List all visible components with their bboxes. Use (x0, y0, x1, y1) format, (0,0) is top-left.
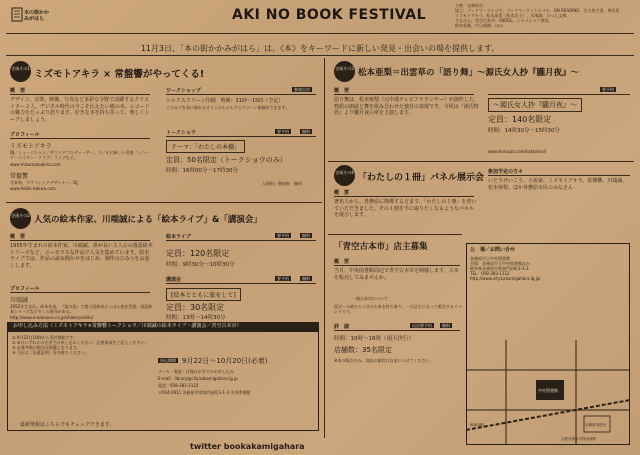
access-map (466, 340, 630, 445)
section1-overview-label: 概 要 (10, 88, 26, 94)
lecture-theme-box: [絵本とともに旅をして] (166, 288, 241, 301)
section1-profile-label: プロフィール (10, 132, 40, 138)
section2-divider (6, 202, 322, 203)
talk-theme-box: テーマ：「わたしの本棚」 (166, 140, 245, 153)
access-tel: TEL：058-383-1122 (470, 271, 510, 276)
underline (10, 94, 150, 95)
apply-email[interactable]: E-mail：library@city.kakamigahara.lg.jp (158, 376, 238, 381)
access-address: 岐阜県各務原市那加門前町3-1-3 (470, 266, 529, 271)
section3-overview: 語り舞は、松本亜梨（元中部テレビアナウンサー）が創作した、物語の朗読と舞を組み合わせた独自の表現です。今回は『源氏物語』より朧月夜の章を上演します。 (334, 97, 479, 116)
talk-tag-reserve: 要予約 (277, 129, 289, 134)
profile2-url[interactable]: www.hibiki-tokiwa.com (10, 186, 56, 191)
profile2-text: 写真家、グラフィックデザイナー。DJ。 (10, 180, 82, 185)
section3-overview-label: 概 要 (334, 88, 350, 94)
talk-label: トークショウ (166, 130, 196, 136)
logo (10, 5, 50, 27)
organizer-list: 主催：各務原市 協力：ブックマークナゴヤ、ブックマーケットナゴヤ、ON READING、名古屋古書、増田屋 ミズモトアキラ、松本亜梨（松本店主）、川端誠、ひつじ文庫、 さなみち、青空古本市、AKOOL、シャリシャリ書房、 岐阜新聞、中日新聞、ほか (455, 3, 620, 28)
talk-time: 時間：16時00分～17時30分 (166, 168, 238, 174)
apply-tel: 電話：058-383-1122 (158, 383, 199, 388)
section2-overview: 1955年生まれの絵本作家、川端誠。鼻が長い主人公の落語絵本シリーズなど、ユーモラスな作品で人気を集めています。絵本ライブでは、作品の読み聞かせをはじめ、制作のひみつをお話しします。 (10, 243, 153, 269)
workshop-tag: 参加自由 (294, 87, 310, 92)
lead-text: 11月3日、「本の街かかみがはら」は、《本》をキーワードに新しい発見・出会いの場を提供します。 (140, 44, 500, 53)
apply-address: 〒504-0911 各務原市那加門前町3-1-3 中央図書館 (158, 390, 251, 395)
section4-overview-label: 概 要 (334, 190, 350, 196)
section2-overview-label: 概 要 (10, 234, 26, 240)
lecture-tag-reserve: 要予約 (277, 276, 289, 281)
section5-overview: 当日、中央図書館周辺で青空古本市を開催します。古本を販売してみませんか。 (334, 268, 459, 281)
apply-step: ① 9月22日10時から受付開始です。 (12, 335, 78, 340)
section5-overview-label: 概 要 (334, 259, 350, 265)
section4-participants-label: 参加予定の方々 (488, 169, 524, 175)
column-divider (324, 58, 325, 438)
underline (166, 94, 316, 95)
profile2-name: 常盤響 (10, 173, 29, 180)
section3-capacity: 定員：140名限定 (488, 115, 552, 124)
section2-title: 人気の絵本作家、川端誠による「絵本ライブ」&「講演会」 (34, 215, 262, 225)
section4-badge: 企画その4 (334, 165, 355, 186)
lecture-label: 講演会 (166, 277, 182, 283)
header-divider (6, 33, 634, 34)
access-title: 公 場／お問い合せ (470, 247, 516, 253)
section2-profile-text: 1952年生まれ。絵本作家。『鳥の島』で第５回絵本にっぽん賞を受賞。落語絵本シリーズなど多くの著作がある。 (10, 304, 153, 314)
apply-period: 9月22日～10月20日(必着) (182, 357, 268, 365)
live-time: 時間：9時30分～10時30分 (166, 262, 235, 268)
festival-title: AKI NO BOOK FESTIVAL (232, 7, 427, 23)
header (0, 0, 640, 32)
apply-bar: お申し込み方法（ミズモトアキラ×常盤響トークショウ／川端誠の絵本ライブ・講演会／青空古本市） (7, 322, 319, 331)
underline (334, 196, 474, 197)
section2-badge: 企画その2 (10, 208, 31, 229)
section4-participants: いとうせいこう、小説家、ミズモトアキラ、常盤響、川端誠、松本亜梨、ほか各務原市民のみなさん (488, 178, 628, 191)
profile1-text: DJ／ミュージシャン／サウンドプロデューサー。ラジオに新しい音楽「レコード・ハイヤー・クラブ」ライブなど。 (10, 150, 150, 160)
live-label: 絵本ライブ (166, 234, 191, 240)
section5-shops: 店舗数：35名限定 (334, 346, 392, 354)
section5-mini-text: 段ボール箱ひとつ分の古本を持ち寄り、一日店主になって販売するイベントです。 (334, 304, 462, 314)
section2-profile-url[interactable]: http://www.e-advance.co.jp/shakeyoshiki/ (10, 315, 94, 320)
apply-step: ③ 応募多数の場合は抽選となります。 (12, 345, 81, 350)
underline (166, 240, 316, 241)
section5-tag-reserve: 出店要予約 (412, 323, 432, 328)
profile1-url[interactable]: www.mizumotoakira.com (10, 162, 61, 167)
twitter-handle[interactable]: twitter bookakamigahara (190, 442, 305, 451)
section1-overview: デザイン、音楽、映像、写真など多彩な分野で活躍するクリエイター２人。デジタル時代の今こそ伝えたい紙の本、レコードの魅力をたっぷり語ります。好きな本を持ち寄って、楽しくトークしましょう。 (10, 97, 150, 123)
access-venue: 各務原市立中央図書館 (470, 256, 510, 261)
access-venue2: 会場：各務原市立中央図書館ほか (470, 261, 530, 266)
apply-steps (12, 335, 152, 355)
section3-box: ～源氏女人抄『朧月夜』～ (488, 98, 582, 112)
section3-title: 松本亜梨＝出雲草の「語り舞」～源氏女人抄『朧月夜』～ (358, 68, 580, 78)
map-label-station: JR那加駅 (470, 423, 484, 427)
section5-time: 時間：10時～16時（雨天決行） (334, 336, 414, 342)
section2-profile-label: プロフィール (10, 286, 40, 292)
section3-url[interactable]: www.harouzo.com/katarimai/ (488, 149, 547, 154)
talk-note: 入場料／参加料 無料 (262, 181, 302, 186)
lecture-time: 時間：13時～14時30分 (166, 315, 226, 321)
underline (166, 136, 316, 137)
section5-notes: ※本の販売のみ。商品の値段は自由につけてください。 (334, 358, 434, 363)
apply-contact: メール・電話・往復はがきでのお申し込み (158, 369, 234, 374)
lead-divider (6, 55, 634, 56)
underline (334, 330, 460, 331)
section5-mini-label: 一箱古本市について (352, 296, 388, 301)
section4-overview: 著名人から、各務原に関係する方まで、「わたしの１冊」を書いていただきました。その１冊を手に取りたくなるようなパネルを展示します。 (334, 199, 477, 218)
section1-badge: 企画その1 (10, 61, 31, 82)
workshop-label: ワークショップ (166, 88, 201, 94)
section4-title: 「わたしの１冊」パネル展示会 (358, 173, 485, 183)
talk-tag-free: 無料 (302, 129, 310, 134)
section3-time: 時間：14時30分～15時30分 (488, 128, 560, 134)
logo-text: 本の街かかみがはら (24, 10, 50, 22)
apply-step: ② ①のいずれかの方法でお申し込みください。必要事項をご記入ください。 (12, 340, 149, 345)
underline (10, 138, 150, 139)
map-label-cityhall: 各務原市役所 (585, 423, 606, 427)
access-url[interactable]: http://www.city.kakamigahara.lg.jp/ (470, 276, 541, 281)
section5-title: 「青空古本市」店主募集 (334, 242, 428, 252)
section3-badge: 企画その3 (334, 61, 355, 82)
lecture-tag-free: 無料 (302, 276, 310, 281)
live-capacity: 定員：120名限定 (166, 249, 230, 258)
underline (10, 240, 150, 241)
apply-period-label: 申込期間 (160, 358, 176, 363)
underline (334, 265, 460, 266)
underline (10, 292, 150, 293)
access-info (470, 256, 626, 281)
lecture-capacity: 定員：30名限定 (166, 303, 225, 312)
talk-capacity: 定員：50名限定（トークショウのみ） (166, 156, 287, 164)
section5-divider (328, 234, 462, 235)
section5-detail-label: 詳 細 (334, 324, 350, 330)
apply-step: ④ 当日は「応募証明」をお持ちください。 (12, 350, 89, 355)
section5-tag-free: 無料 (442, 323, 450, 328)
section3-tag: 要予約 (602, 87, 614, 92)
live-tag-free: 無料 (302, 233, 310, 238)
live-tag-reserve: 要予約 (277, 233, 289, 238)
apply-latest: 最新情報はこちらでもチェックできます。 (20, 422, 115, 428)
profile1-name: ミズモトアキラ (10, 143, 52, 150)
workshop-text1: シルクスクリーン印刷 時間：11時～15時（予定） (166, 98, 284, 104)
workshop-text2: このロゴを布に刷れるオリジナルシルクスクリーン体験ができます。 (166, 105, 290, 110)
underline (488, 94, 630, 95)
section1-title: ミズモトアキラ × 常盤響がやってくる! (34, 69, 205, 80)
underline (166, 283, 316, 284)
section4-divider (328, 161, 634, 162)
map-label-library: 中央図書館 (538, 388, 558, 393)
underline (334, 94, 474, 95)
underline (488, 175, 630, 176)
map-label-meitetsu: 名鉄各務原市役所前駅 (561, 437, 596, 441)
section2-profile-name: 川端誠 (10, 297, 29, 304)
